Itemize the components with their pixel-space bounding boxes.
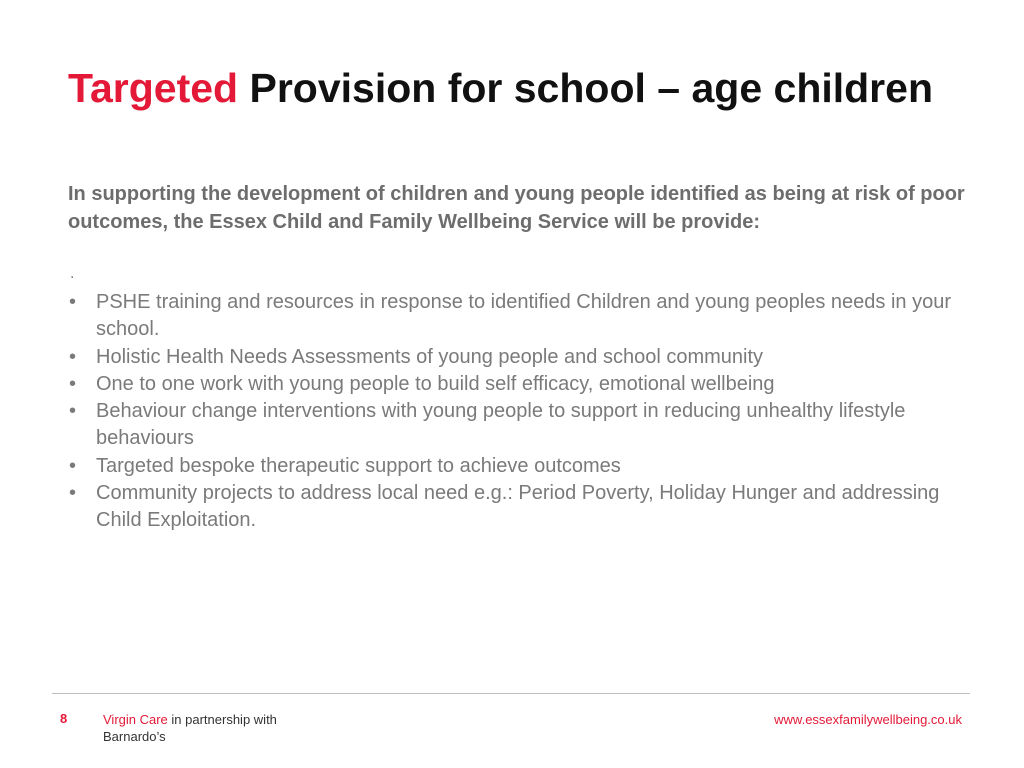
bullet-text: PSHE training and resources in response to identified Children and young peoples needs in your school.	[96, 291, 951, 341]
title-accent-word: Targeted	[68, 65, 239, 111]
slide-title	[68, 60, 968, 116]
bullet-item	[68, 371, 968, 398]
bullet-marker: •	[69, 372, 77, 395]
bullet-item	[68, 289, 968, 344]
separator-dot: .	[70, 265, 75, 282]
bullet-marker: •	[69, 400, 77, 423]
bullet-item	[68, 398, 968, 453]
footer-divider	[52, 693, 970, 694]
footer-partner-text: in partnership with	[167, 712, 277, 727]
bullet-text: Holistic Health Needs Assessments of young people and school community	[96, 345, 764, 368]
bullet-marker: •	[69, 454, 77, 477]
bullet-item	[68, 480, 968, 535]
footer-partner-name: Barnardo’s	[103, 729, 166, 744]
footer-brand: Virgin Care	[103, 712, 168, 727]
page-number: 8	[60, 711, 68, 726]
intro-paragraph: In supporting the development of children and young people identified as being at risk of poor outcomes, the Essex Child and Family Wellbeing Service will be provide:	[68, 183, 965, 233]
bullet-text: Behaviour change interventions with young people to support in reducing unhealthy lifestyle behaviours	[96, 400, 906, 450]
bullet-marker: •	[69, 291, 77, 313]
footer-organisation	[103, 711, 363, 745]
bullet-item	[68, 453, 968, 480]
footer-website-link[interactable]: www.essexfamilywellbeing.co.uk	[774, 712, 962, 727]
bullet-marker: •	[69, 345, 77, 368]
bullet-list	[68, 289, 968, 535]
bullet-text: Community projects to address local need e.g.: Period Poverty, Holiday Hunger and addressing Child Exploitation.	[96, 482, 940, 532]
bullet-text: One to one work with young people to build self efficacy, emotional wellbeing	[96, 372, 775, 395]
bullet-text: Targeted bespoke therapeutic support to achieve outcomes	[96, 454, 621, 477]
bullet-marker: •	[69, 482, 77, 505]
bullet-item	[68, 344, 968, 371]
title-rest: Provision for school – age children	[238, 65, 933, 111]
